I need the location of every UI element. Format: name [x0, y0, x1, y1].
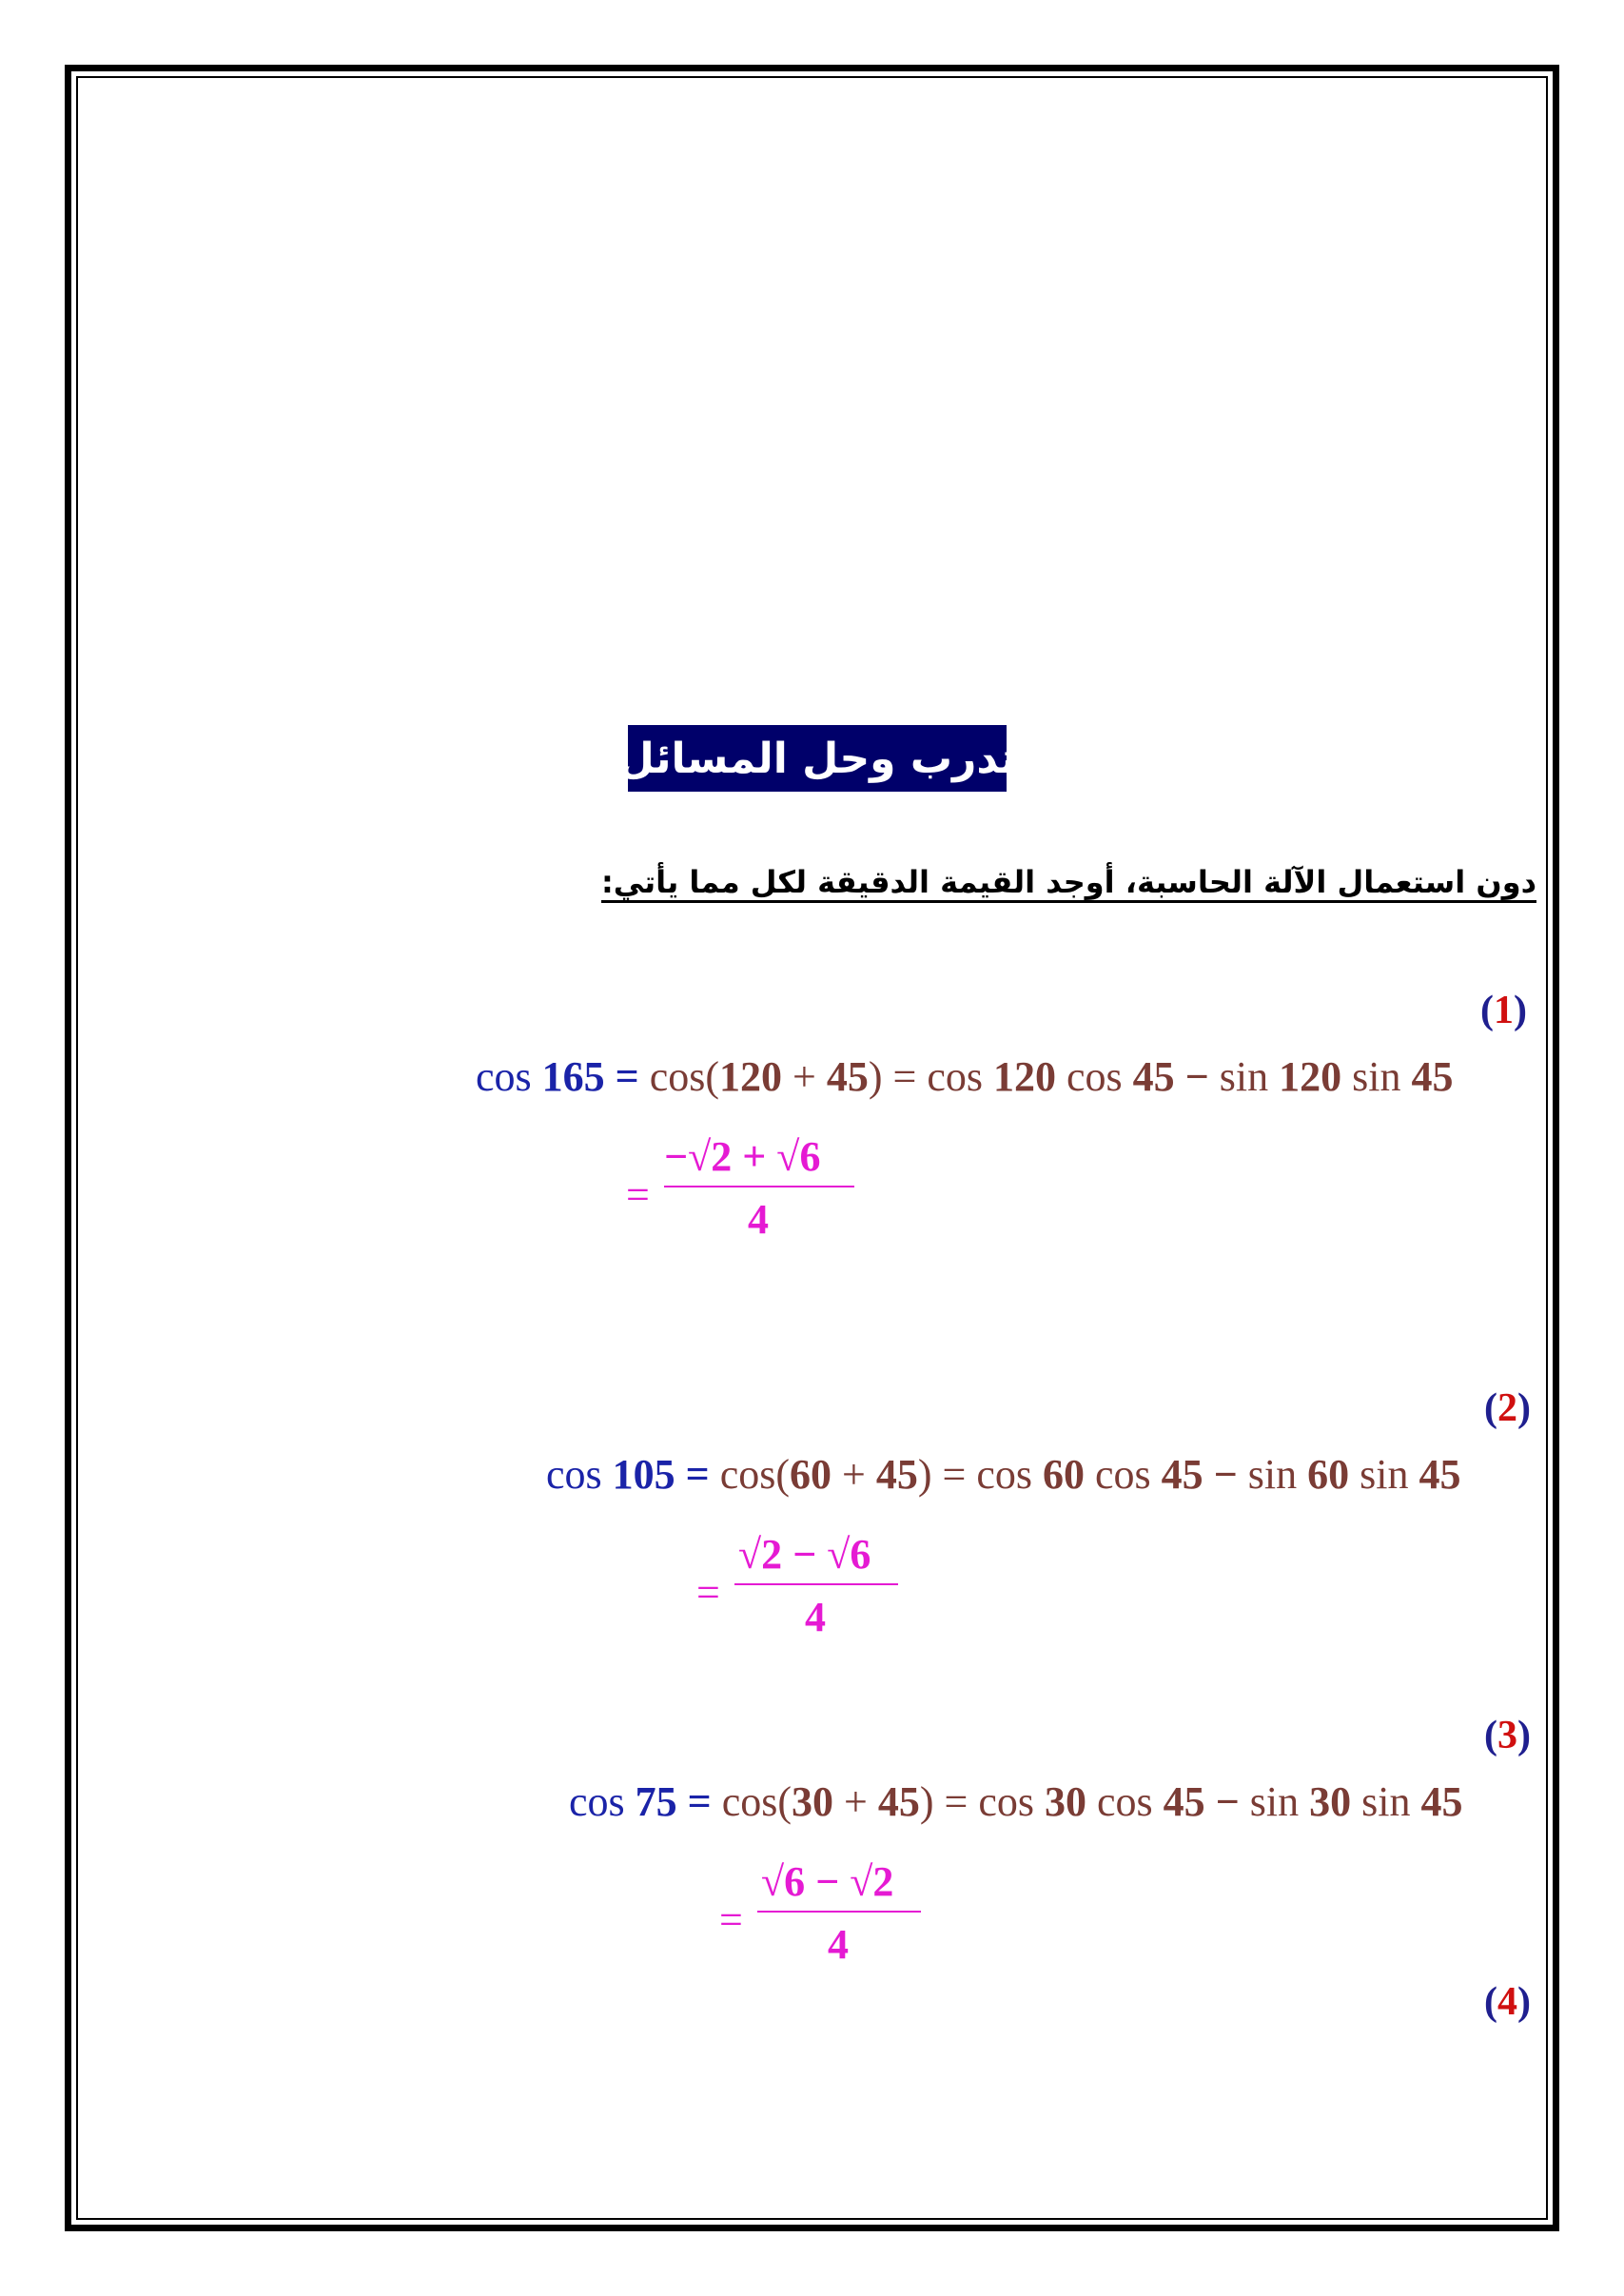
result-1	[626, 1132, 864, 1246]
result-numerator: −√2 + √6	[664, 1133, 821, 1180]
result-2	[696, 1530, 915, 1644]
equation-2: cos 105 = cos(60 + 45) = cos 60 cos 45 − sin 60 sin 45	[546, 1451, 1461, 1498]
equation-1: cos 165 = cos(120 + 45) = cos 120 cos 45 − sin 120 sin 45	[476, 1053, 1454, 1100]
equation-3: cos 75 = cos(30 + 45) = cos 30 cos 45 − sin 30 sin 45	[569, 1778, 1463, 1825]
result-equals: =	[626, 1171, 650, 1218]
result-equals: =	[719, 1896, 743, 1943]
section-title: تدرب وحل المسائل	[628, 725, 1007, 792]
result-denominator: 4	[805, 1594, 826, 1640]
result-denominator: 4	[748, 1196, 769, 1243]
problem-number-3: (3)	[1484, 1714, 1531, 1757]
result-numerator: √6 − √2	[761, 1858, 894, 1905]
fraction-bar	[664, 1186, 854, 1187]
result-equals: =	[696, 1569, 720, 1616]
result-denominator: 4	[828, 1921, 849, 1968]
fraction-bar	[734, 1583, 898, 1585]
fraction-bar	[757, 1911, 921, 1913]
result-3	[719, 1857, 938, 1972]
problem-number-2: (2)	[1484, 1386, 1531, 1430]
problem-number-1: (1)	[1480, 989, 1527, 1032]
instruction-text: دون استعمال الآلة الحاسبة، أوجد القيمة الدقيقة لكل مما يأتي:	[600, 864, 1536, 900]
result-numerator: √2 − √6	[738, 1531, 871, 1578]
problem-number-4: (4)	[1484, 1980, 1531, 2024]
